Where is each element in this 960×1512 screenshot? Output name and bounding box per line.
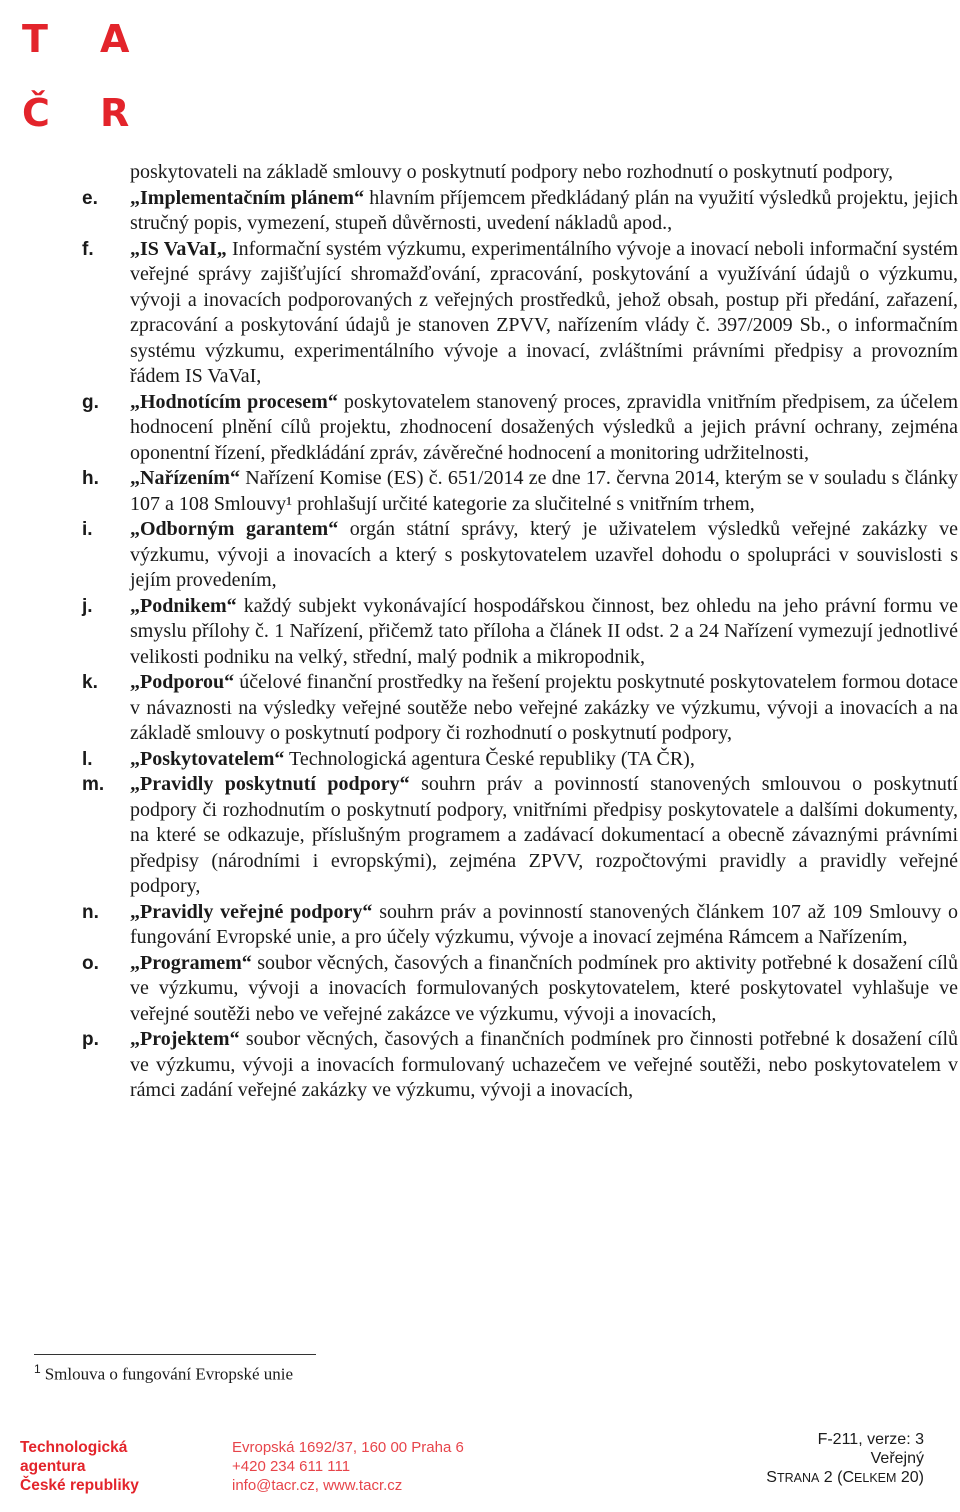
logo-letter-t: T: [22, 17, 48, 61]
item-text: účelové finanční prostředky na řešení projektu poskytnuté poskytovatelem formou dotace v návaznosti na výsledky veřejné soutěže nebo veřejné zakázky ve výzkumu, vývoji a inovacích a na základě smlouvy o poskytnutí podpory či rozhodnutí o poskytnutí podpory,: [130, 671, 958, 744]
footnote: [34, 1362, 293, 1385]
item-term: „Implementačním plánem“: [130, 186, 365, 209]
item-term: „Odborným garantem“: [130, 518, 339, 540]
item-text: souhrn práv a povinností stanovených článkem 107 až 109 Smlouvy o fungování Evropské unie, a pro účely výzkumu, vývoje a inovací zejména Rámcem a Nařízením,: [130, 900, 959, 948]
item-letter: k.: [82, 672, 98, 693]
footnote-number: 1: [34, 1362, 41, 1376]
definitions-list: [82, 160, 958, 1104]
item-text: Nařízení Komise (ES) č. 651/2014 ze dne 17. června 2014, kterým se v souladu s články 107 a 108 Smlouvy¹ prohlašují určité kategorie za slučitelné s vnitřním trhem,: [130, 467, 958, 515]
footer-address: [232, 1438, 464, 1495]
item-term: „Pravidly poskytnutí podpory“: [130, 773, 410, 795]
definition-item-i: [82, 517, 958, 594]
definition-item-o: [82, 951, 958, 1028]
item-letter: g.: [82, 391, 99, 413]
item-letter: h.: [82, 468, 99, 489]
item-text: hlavním příjemcem předkládaný plán na využití výsledků projektu, jejich stručný popis, vymezení, stupeň důvěrnosti, uvedení nákladů apod.,: [130, 186, 958, 234]
definition-item-m: [82, 772, 958, 900]
item-letter: j.: [82, 595, 93, 617]
footer-org-line: agentura: [20, 1458, 86, 1475]
item-term: „Hodnotícím procesem“: [130, 390, 338, 413]
footer-org-line: České republiky: [20, 1477, 139, 1494]
definition-item-k: [82, 670, 958, 747]
logo-letter-r: R: [100, 91, 130, 135]
definition-item-e: [82, 186, 958, 237]
item-letter: e.: [82, 187, 98, 209]
item-letter: l.: [82, 748, 93, 770]
logo-letter-a: A: [100, 17, 130, 61]
item-letter: n.: [82, 901, 99, 923]
footer-contact: info@tacr.cz, www.tacr.cz: [232, 1477, 403, 1494]
definition-item-f: [82, 237, 958, 390]
item-letter: m.: [82, 774, 105, 795]
page-number: STRANA 2 (CELKEM 20): [766, 1469, 924, 1486]
definition-item-p: [82, 1027, 958, 1104]
logo-letter-c: Č: [22, 91, 50, 135]
definition-item-j: [82, 594, 958, 671]
item-letter: o.: [82, 952, 99, 974]
form-code: F-211, verze: 3: [817, 1431, 924, 1448]
item-text: Informační systém výzkumu, experimentálního vývoje a inovací neboli informační systém veřejné správy zajišťující shromažďování, zpracování, poskytování a využívání údajů o výzkumu, vývoji a inovacích podporovaných z veřejných prostředků, jehož obsah, postup při předání, zařazení, zpracování a poskytování údajů je stanoven ZPVV, nařízením vlády č. 397/2009 Sb., o informačním systému výzkumu, experimentálního vývoje a inovací, zvláštními právními předpisy a provozním řádem IS VaVaI,: [130, 237, 958, 387]
definition-item-l: [82, 747, 958, 773]
footer-org-line: Technologická: [20, 1439, 128, 1456]
continuation-text: poskytovateli na základě smlouvy o poskytnutí podpory nebo rozhodnutí o poskytnutí podpory,: [130, 161, 894, 183]
footer-organization-logo: [20, 1438, 139, 1495]
item-term: „IS VaVaI„: [130, 237, 227, 260]
item-text: poskytovatelem stanovený proces, zpravidla vnitřním předpisem, za účelem hodnocení plnění cílů projektu, zhodnocení dosažených výsledků a jejich právní ochrany, zejména oponentní řízení, předkládání zpráv, závěrečné hodnocení a monitoring udržitelnosti,: [130, 390, 958, 464]
footer-meta: [766, 1430, 924, 1488]
definition-item-h: [82, 466, 958, 517]
item-letter: p.: [82, 1029, 99, 1050]
tacr-logo: [18, 14, 138, 134]
item-term: „Pravidly veřejné podpory“: [130, 900, 373, 923]
footer-address-line: Evropská 1692/37, 160 00 Praha 6: [232, 1439, 464, 1456]
item-letter: i.: [82, 519, 93, 540]
item-text: orgán státní správy, který je uživatelem výsledků veřejné zakázky ve výzkumu, vývoji a inovacích a který s poskytovatelem uzavřel dohodu o spolupráci v souvislosti s jejím provedením,: [130, 518, 958, 591]
footer-phone: +420 234 611 111: [232, 1458, 351, 1475]
item-term: „Nařízením“: [130, 467, 240, 489]
item-term: „Projektem“: [130, 1028, 240, 1050]
footnote-divider: [34, 1354, 316, 1355]
definition-item-g: [82, 390, 958, 467]
item-term: „Poskytovatelem“: [130, 747, 285, 770]
item-letter: f.: [82, 238, 94, 260]
item-text: soubor věcných, časových a finančních podmínek pro aktivity potřebné k dosažení cílů ve výzkumu, vývoji a inovacích formulovaných poskytovatelem, které poskytovatel vyhlašuje ve veřejné soutěži nebo ve veřejné zakázce ve výzkumu, vývoji a inovacích,: [130, 951, 958, 1025]
item-text: souhrn práv a povinností stanovených smlouvou o poskytnutí podpory či rozhodnutím o poskytnutí podpory, vnitřními předpisy poskytovatele a dalšími dokumenty, na které se odkazuje, příslušným programem a zadávací dokumentací a obecně závaznými právními předpisy (národními i evropskými), zejména ZPVV, rozpočtovými pravidly a pravidly veřejné podpory,: [130, 773, 958, 897]
definition-item-n: [82, 900, 958, 951]
item-term: „Programem“: [130, 951, 252, 974]
item-text: soubor věcných, časových a finančních podmínek pro činnosti potřebné k dosažení cílů ve výzkumu, vývoji a inovacích formulovaný uchazečem ve veřejné soutěži, nebo poskytovatelem v rámci zadání veřejné zakázky ve výzkumu, vývoji a inovacích,: [130, 1028, 958, 1101]
item-text: každý subjekt vykonávající hospodářskou činnost, bez ohledu na jeho právní formu ve smyslu přílohy č. 1 Nařízení, přičemž tato příloha a článek II odst. 2 a 24 Nařízení vymezují jednotlivé velikosti podniku na velký, střední, malý podnik a mikropodnik,: [130, 594, 958, 668]
classification: Veřejný: [870, 1450, 924, 1467]
item-term: „Podnikem“: [130, 594, 237, 617]
item-text: Technologická agentura České republiky (TA ČR),: [284, 747, 695, 770]
item-term: „Podporou“: [130, 671, 235, 693]
footnote-text: Smlouva o fungování Evropské unie: [44, 1364, 294, 1384]
